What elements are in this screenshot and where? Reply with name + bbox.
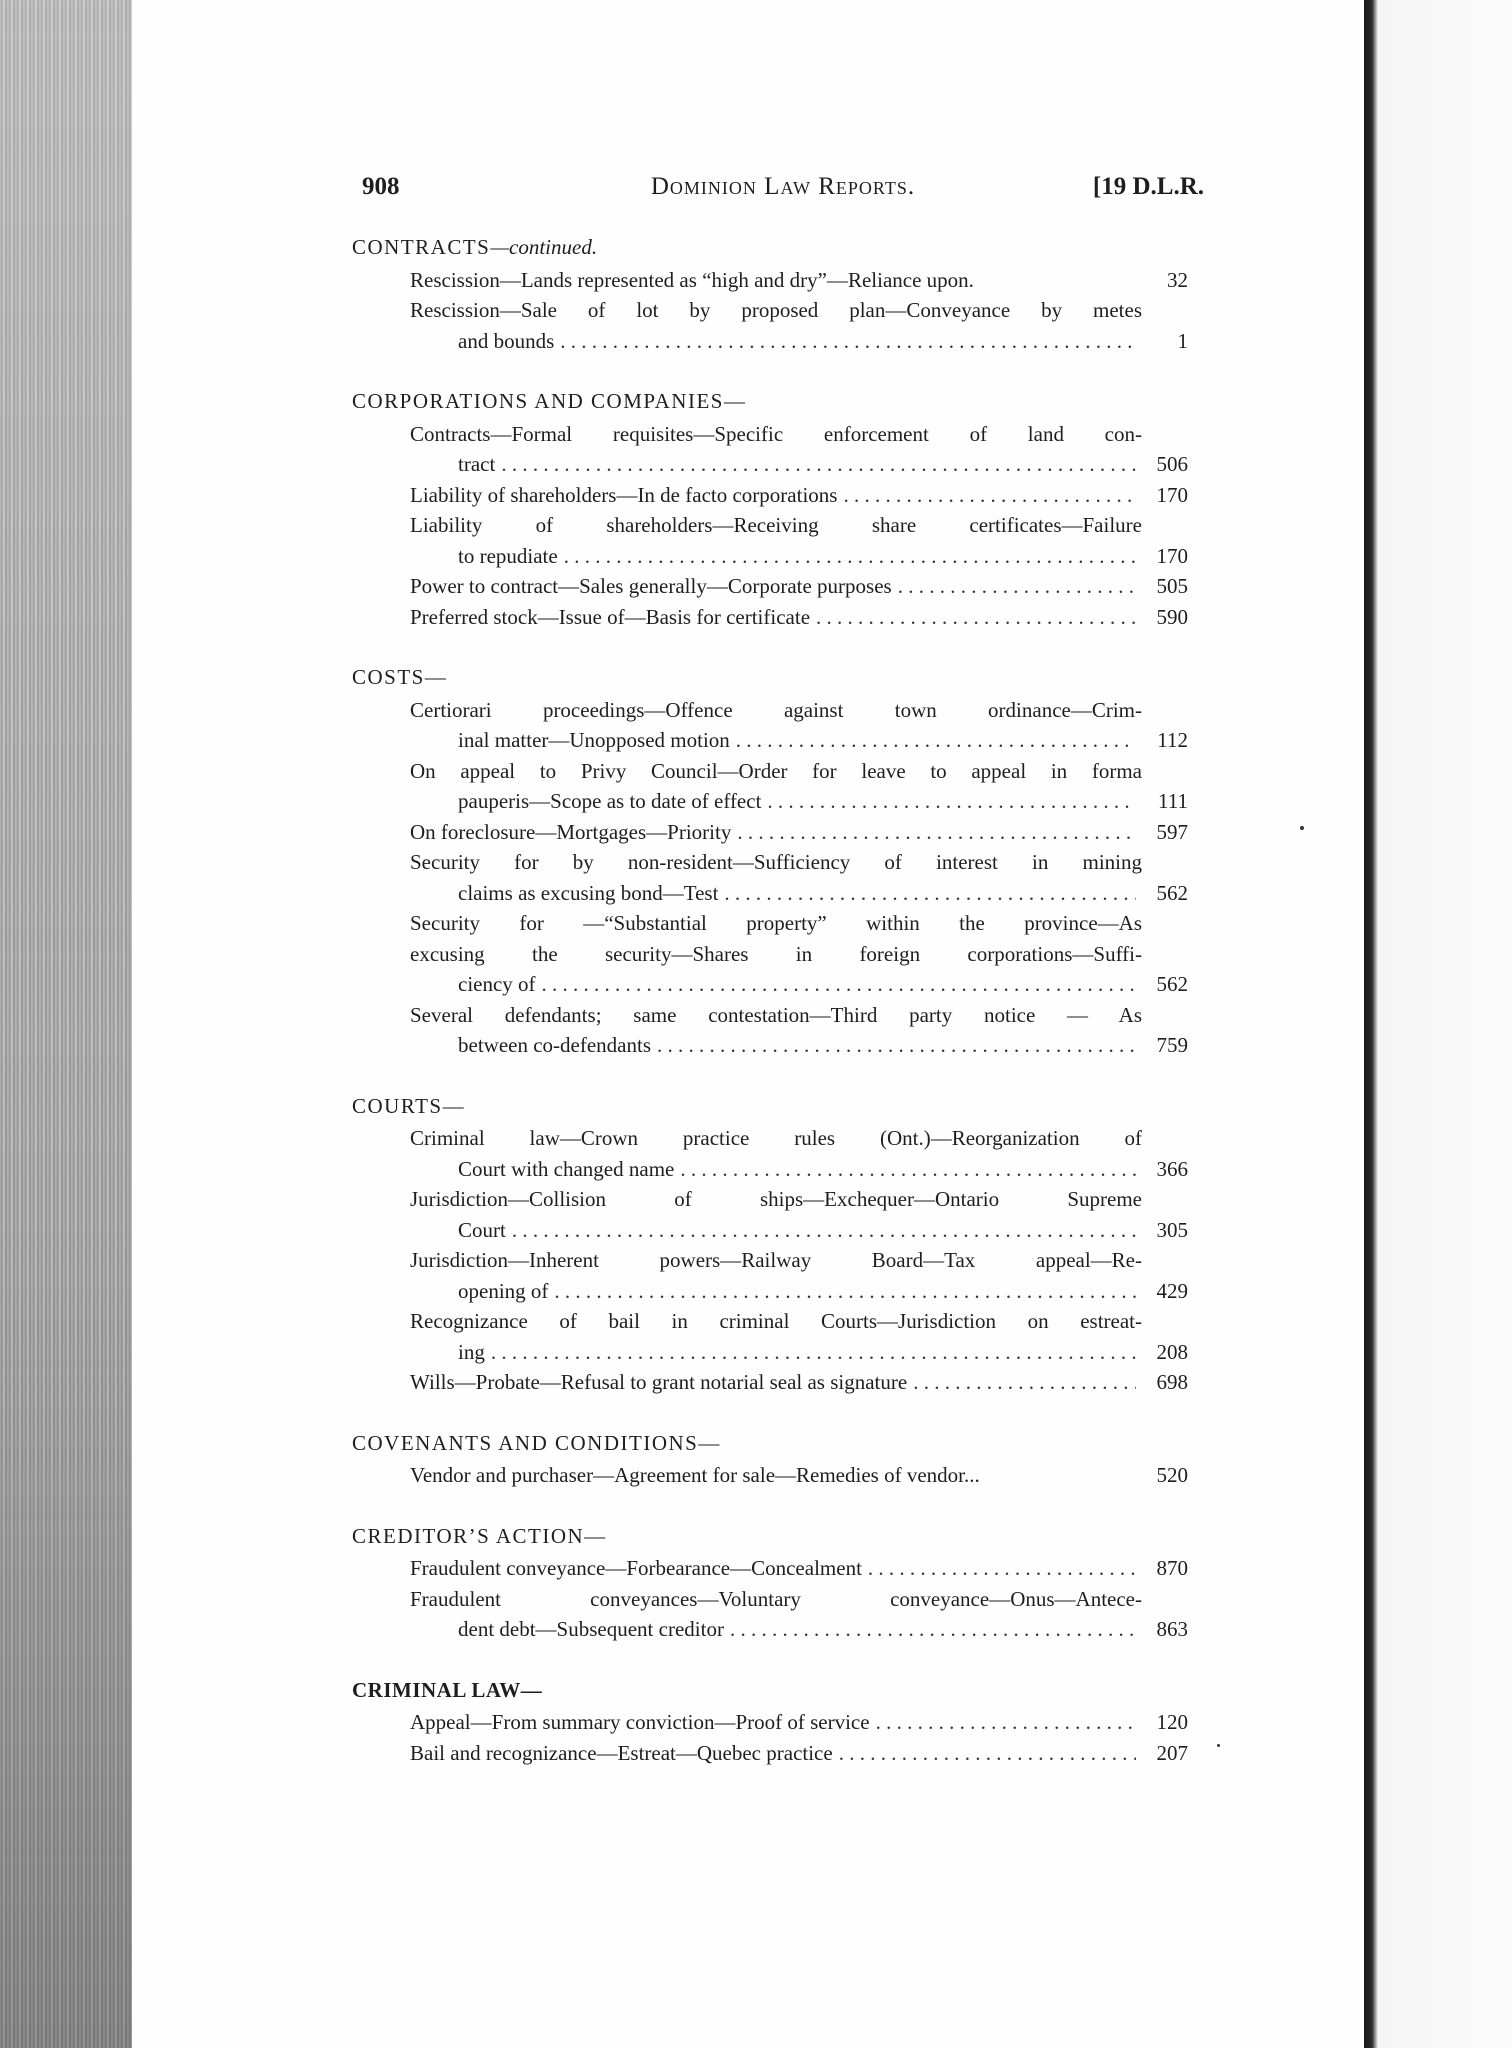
dot-leader — [839, 1738, 1136, 1769]
page-reference: 863 — [1156, 1617, 1188, 1641]
entry-text — [410, 1738, 1142, 1769]
entry-line-final — [410, 1738, 1142, 1769]
entry-line-final — [410, 1337, 1142, 1368]
dot-leader — [767, 786, 1136, 817]
entry-text — [410, 817, 1142, 848]
entry-line-text: On foreclosure—Mortgages—Priority — [410, 819, 732, 844]
entry-line-final — [410, 1367, 1142, 1398]
entry-line-final — [410, 786, 1142, 817]
page-reference: 562 — [1156, 880, 1188, 905]
index-entry — [352, 1184, 1188, 1245]
entry-line: Security for by non-resident—Sufficiency of interest in mining — [410, 850, 1142, 874]
index-entry — [352, 1123, 1188, 1184]
dot-leader — [724, 878, 1136, 909]
entry-text — [410, 1460, 1142, 1491]
page-reference: 506 — [1156, 452, 1188, 476]
entry-text — [410, 908, 1142, 1000]
section-heading-text: CREDITOR’S ACTION— — [352, 1523, 607, 1548]
entry-line-text: ciency of — [458, 972, 536, 996]
entry-line-text: claims as excusing bond—Test — [458, 880, 719, 905]
entry-line-text: Court with changed name — [458, 1156, 675, 1181]
scan-speck — [1217, 1744, 1220, 1747]
entry-line: Liability of shareholders—Receiving share certificates—Failure — [410, 513, 1142, 537]
page-reference: 759 — [1156, 1033, 1188, 1057]
entry-line-final — [410, 541, 1142, 572]
page-reference: 562 — [1156, 972, 1188, 996]
entry-line-final — [410, 480, 1142, 511]
section-heading-text: CORPORATIONS AND COMPANIES— — [352, 389, 747, 413]
entry-line: excusing the security—Shares in foreign corporations—Suffi- — [410, 941, 1142, 966]
entry-text — [410, 1707, 1142, 1738]
entry-line-final — [410, 602, 1142, 633]
dot-leader — [876, 1707, 1136, 1738]
section-heading-text: COVENANTS AND CONDITIONS— — [352, 1430, 721, 1455]
entry-text — [410, 265, 1142, 296]
entry-line-text: Vendor and purchaser—Agreement for sale—Remedies of vendor... — [410, 1463, 980, 1487]
entry-line-text: Court — [458, 1217, 506, 1242]
entry-line-final — [410, 1215, 1142, 1246]
section-heading — [352, 1091, 1188, 1122]
entry-line-final — [410, 878, 1142, 909]
entry-line-text: to repudiate — [458, 543, 558, 568]
entry-text — [410, 1123, 1142, 1184]
index-entry — [352, 756, 1188, 817]
entry-line-final — [410, 571, 1142, 602]
entry-text — [410, 602, 1142, 633]
entry-text — [410, 295, 1142, 356]
index-section — [352, 1428, 1188, 1491]
entry-line-text: dent debt—Subsequent creditor — [458, 1617, 724, 1641]
section-heading — [352, 1675, 1188, 1706]
page-reference: 111 — [1158, 789, 1188, 813]
entry-line-final — [410, 1553, 1142, 1584]
page-number: 908 — [362, 173, 400, 200]
entry-line-text: Bail and recognizance—Estreat—Quebec practice — [410, 1740, 833, 1765]
dot-leader — [816, 602, 1136, 633]
scan-speck — [1300, 826, 1304, 830]
index-entry — [352, 510, 1188, 571]
index-section — [352, 386, 1188, 632]
entry-line-final — [410, 1154, 1142, 1185]
index-entry — [352, 1367, 1188, 1398]
index-entry — [352, 419, 1188, 480]
index-section — [352, 1521, 1188, 1645]
entry-line-final — [410, 1276, 1142, 1307]
dot-leader — [730, 1614, 1136, 1645]
entry-line-text: tract — [458, 452, 496, 476]
index-section — [352, 662, 1188, 1061]
section-heading — [352, 232, 1188, 263]
index-entry — [352, 1584, 1188, 1645]
index-entry — [352, 602, 1188, 633]
entry-line-final — [410, 265, 1142, 296]
page-reference: 520 — [1156, 1463, 1188, 1487]
dot-leader — [657, 1030, 1136, 1061]
entry-line-text: and bounds — [458, 328, 555, 353]
entry-line-final — [410, 1460, 1142, 1491]
entry-line-text: Liability of shareholders—In de facto corporations — [410, 482, 838, 507]
entry-text — [410, 419, 1142, 480]
entry-text — [410, 1306, 1142, 1367]
page-reference: 698 — [1156, 1370, 1188, 1394]
entry-line-text: inal matter—Unopposed motion — [458, 728, 730, 752]
book-page-edges — [0, 0, 132, 2048]
entry-text — [410, 756, 1142, 817]
index-entry — [352, 1707, 1188, 1738]
book-gutter — [1364, 0, 1512, 2048]
entry-line-final — [410, 725, 1142, 756]
page-reference: 170 — [1156, 543, 1188, 568]
index-section — [352, 232, 1188, 356]
page-reference: 170 — [1156, 482, 1188, 507]
entry-text — [410, 1584, 1142, 1645]
entry-line: Rescission—Sale of lot by proposed plan—Conveyance by metes — [410, 298, 1142, 322]
dot-leader — [512, 1215, 1136, 1246]
section-heading-text: COURTS— — [352, 1093, 466, 1118]
entry-line-text: Fraudulent conveyance—Forbearance—Concealment — [410, 1556, 862, 1580]
entry-line: Certiorari proceedings—Offence against town ordinance—Crim- — [410, 697, 1142, 722]
section-heading-text: COSTS— — [352, 665, 448, 689]
volume-reference: [19 D.L.R. — [1092, 173, 1204, 200]
section-heading — [352, 1428, 1188, 1459]
entry-line: On appeal to Privy Council—Order for leave to appeal in forma — [410, 758, 1142, 783]
entry-line: Recognizance of bail in criminal Courts—Jurisdiction on estreat- — [410, 1309, 1142, 1333]
entry-text — [410, 510, 1142, 571]
index-entry — [352, 1306, 1188, 1367]
dot-leader — [736, 725, 1136, 756]
dot-leader — [913, 1367, 1136, 1398]
index-section — [352, 1091, 1188, 1398]
page-reference: 597 — [1156, 819, 1188, 844]
entry-line: Contracts—Formal requisites—Specific enforcement of land con- — [410, 421, 1142, 446]
entry-text — [410, 695, 1142, 756]
page-reference: 207 — [1156, 1740, 1188, 1765]
page-reference: 590 — [1156, 604, 1188, 629]
section-heading — [352, 386, 1188, 417]
entry-text — [410, 1245, 1142, 1306]
dot-leader — [680, 1154, 1136, 1185]
entry-text — [410, 847, 1142, 908]
entry-line: Jurisdiction—Inherent powers—Railway Board—Tax appeal—Re- — [410, 1248, 1142, 1272]
entry-line: Security for —“Substantial property” within the province—As — [410, 911, 1142, 935]
entry-text — [410, 1367, 1142, 1398]
entry-text — [410, 1000, 1142, 1061]
page-reference: 1 — [1177, 328, 1188, 353]
entry-line-final — [410, 1707, 1142, 1738]
entry-line-text: Preferred stock—Issue of—Basis for certificate — [410, 604, 811, 629]
dot-leader — [737, 817, 1136, 848]
page-reference: 870 — [1156, 1556, 1188, 1580]
running-title: Dominion Law Reports. — [650, 173, 916, 200]
index-entry — [352, 847, 1188, 908]
dot-leader — [542, 969, 1136, 1000]
entry-line-text: Appeal—From summary conviction—Proof of service — [410, 1710, 870, 1734]
index-entry — [352, 817, 1188, 848]
entry-line-final — [410, 969, 1142, 1000]
entry-text — [410, 480, 1142, 511]
index-entry — [352, 1245, 1188, 1306]
dot-leader — [843, 480, 1136, 511]
running-header — [362, 173, 1204, 213]
entry-line-text: Power to contract—Sales generally—Corporate purposes — [410, 574, 892, 598]
index-entry — [352, 295, 1188, 356]
section-heading — [352, 1521, 1188, 1552]
dot-leader — [491, 1337, 1136, 1368]
entry-line: Several defendants; same contestation—Third party notice — As — [410, 1002, 1142, 1027]
entry-line-final — [410, 326, 1142, 357]
index-section — [352, 1675, 1188, 1769]
index-entry — [352, 480, 1188, 511]
entry-text — [410, 571, 1142, 602]
entry-line-text: pauperis—Scope as to date of effect — [458, 789, 762, 813]
page-reference: 208 — [1156, 1339, 1188, 1364]
section-heading-suffix: —continued. — [490, 235, 598, 259]
entry-line-text: opening of — [458, 1278, 549, 1303]
section-heading-text: CRIMINAL LAW— — [352, 1677, 543, 1702]
index-entry — [352, 265, 1188, 296]
entry-line-text: between co-defendants — [458, 1033, 651, 1057]
index-entry — [352, 1553, 1188, 1584]
page-reference: 32 — [1167, 267, 1188, 292]
section-heading-text: CONTRACTS — [352, 235, 491, 259]
index-entry — [352, 1738, 1188, 1769]
dot-leader — [560, 326, 1136, 357]
dot-leader — [868, 1553, 1136, 1584]
entry-line: Criminal law—Crown practice rules (Ont.)—Reorganization of — [410, 1126, 1142, 1150]
entry-line-final — [410, 449, 1142, 480]
entry-line-text: ing — [458, 1339, 485, 1364]
entry-line-final — [410, 1030, 1142, 1061]
page-reference: 120 — [1156, 1710, 1188, 1734]
page-reference: 429 — [1156, 1278, 1188, 1303]
index-entry — [352, 571, 1188, 602]
entry-text — [410, 1553, 1142, 1584]
dot-leader — [554, 1276, 1136, 1307]
entry-line: Jurisdiction—Collision of ships—Exchequer—Ontario Supreme — [410, 1187, 1142, 1211]
page-reference: 305 — [1156, 1217, 1188, 1242]
section-heading — [352, 662, 1188, 693]
entry-text — [410, 1184, 1142, 1245]
index-entry — [352, 695, 1188, 756]
entry-line: Fraudulent conveyances—Voluntary conveyance—Onus—Antece- — [410, 1586, 1142, 1611]
dot-leader — [898, 571, 1136, 602]
page-reference: 112 — [1157, 728, 1188, 752]
index-content — [352, 232, 1188, 1798]
dot-leader — [564, 541, 1136, 572]
entry-line-text: Wills—Probate—Refusal to grant notarial seal as signature — [410, 1370, 908, 1394]
entry-line-text: Rescission—Lands represented as “high and dry”—Reliance upon. — [410, 267, 974, 292]
page-reference: 505 — [1156, 574, 1188, 598]
index-entry — [352, 1000, 1188, 1061]
index-entry — [352, 908, 1188, 1000]
entry-line-final — [410, 817, 1142, 848]
page-reference: 366 — [1156, 1156, 1188, 1181]
index-entry — [352, 1460, 1188, 1491]
entry-line-final — [410, 1614, 1142, 1645]
dot-leader — [501, 449, 1136, 480]
